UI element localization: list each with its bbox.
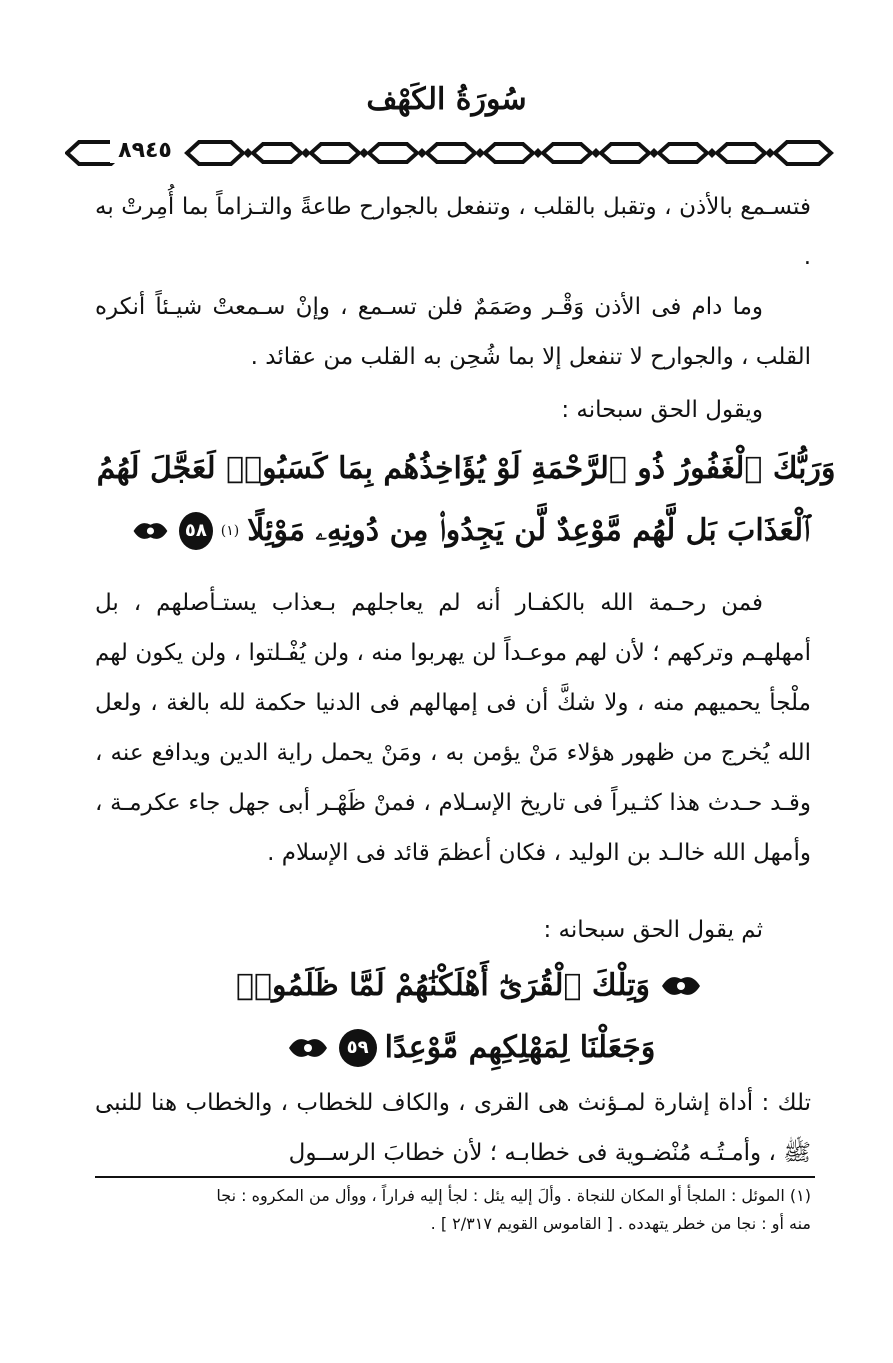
paragraph-4: [95, 578, 811, 878]
ayah-number-badge: ٥٨: [179, 512, 213, 550]
verse-text-line: وَجَعَلْنَا لِمَهْلِكِهِم مَّوْعِدًا: [384, 1030, 656, 1065]
paragraph-1: [95, 182, 811, 282]
verse-open-ornament-icon: [658, 971, 704, 1001]
page-number: ٨٩٤٥: [110, 138, 180, 163]
paragraph-text: ويقول الحق سبحانه :: [561, 397, 763, 423]
verse-text-line: وَرَبُّكَ ٱلْغَفُورُ ذُو ٱلرَّحْمَةِ لَوْ يُؤَاخِذُهُم بِمَا كَسَبُوا۟ لَعَجَّلَ لَهُمُ: [96, 451, 836, 486]
verse-close-ornament-icon: [285, 1033, 331, 1063]
footnote-divider: [95, 1176, 815, 1178]
paragraph-6: [95, 1078, 811, 1178]
paragraph-2: [95, 282, 811, 382]
footnote-line: (١) الموئل : الملجأ أو المكان للنجاة . وألَ إليه يئل : لجأ إليه فراراً ، ووأل من المكروه : نجا: [216, 1186, 811, 1205]
paragraph-text: فمن رحـمة الله بالكفـار أنه لم يعاجلهم بـعذاب يستـأصلهم ، بل أمهلهـم وتركهم ؛ لأن لهم موعـداً لن يهربوا منه ، ولن يُفْـلتوا ، ولن يكون لهم ملْجأ يحميهم منه ، ولا شكَّ أن فى إمهالهم فى الدنيا حكمة لله بالغة ، ولعل الله يُخرج من ظهور هؤلاء مَنْ يؤمن به ، ومَنْ يحمل راية الدين ويدافع عنه ، وقـد حـدث هذا كثـيراً فى تاريخ الإسـلام ، فمنْ ظَهْـر أبى جهل جاء عكرمـة ، وأمهل الله خالـد بن الوليد ، فكان أعظمَ قائد فى الإسلام .: [95, 590, 811, 866]
verse-text-line: ٱلْعَذَابَ بَل لَّهُم مَّوْعِدٌ لَّن يَجِدُوا۟ مِن دُونِهِۦ مَوْئِلًا: [247, 513, 810, 548]
quran-verse-59: [130, 955, 810, 1079]
paragraph-3: [95, 385, 811, 435]
paragraph-5: [95, 905, 811, 955]
verse-close-ornament-icon: [130, 516, 171, 546]
ayah-number-badge: ٥٩: [339, 1029, 377, 1067]
verse-text-line: وَتِلْكَ ٱلْقُرَىٰٓ أَهْلَكْنَٰهُمْ لَمَّا ظَلَمُوا۟: [236, 968, 650, 1003]
paragraph-text: تلك : أداة إشارة لمـؤنث هى القرى ، والكاف للخطاب ، والخطاب هنا للنبى ﷺ ، وأمـتُـه مُنْضـوية فى خطابـه ؛ لأن خطابَ الرســول: [95, 1090, 811, 1166]
paragraph-text: فتسـمع بالأذن ، وتقبل بالقلب ، وتنفعل بالجوارح طاعةً والتـزاماً بما أُمِرتْ به .: [95, 194, 811, 270]
paragraph-text: ثم يقول الحق سبحانه :: [543, 917, 763, 943]
footnote: [95, 1182, 811, 1238]
paragraph-text: وما دام فى الأذن وَقْـر وصَمَمٌ فلن تسـمع ، وإنْ سـمعتْ شيـئاً أنكره القلب ، والجوارح لا تنفعل إلا بما شُحِن به القلب من عقائد .: [95, 294, 811, 370]
quran-verse-58: [96, 438, 836, 562]
header-ornament-border: [65, 136, 835, 170]
footnote-line: منه أو : نجا من خطر يتهدده . [ القاموس القويم ٢/٣١٧ ] .: [430, 1214, 811, 1233]
footnote-marker: (١): [220, 523, 240, 539]
surah-title: سُورَةُ الكَهْف: [366, 82, 527, 117]
